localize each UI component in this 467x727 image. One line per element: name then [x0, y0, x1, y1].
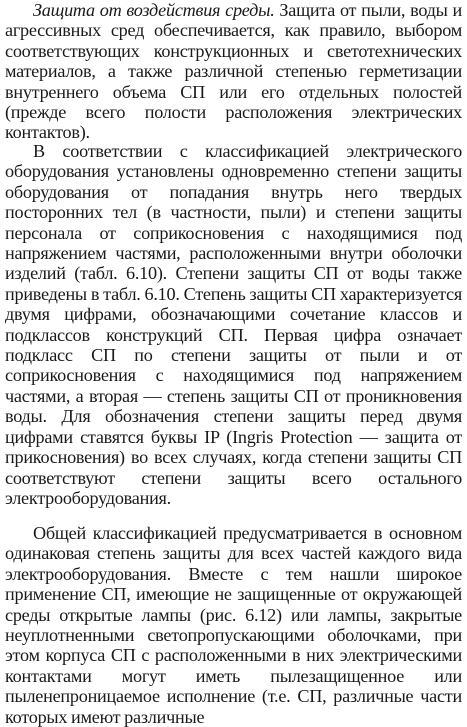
paragraph-environment-protection [5, 0, 462, 143]
paragraph-body-text: Защита от пыли, воды и агрессивных сред обеспечивается, как правило, выбором соответствующих конструкционных и светотехнических материалов, а также различной степенью герметизации внутреннего объема СП или его отдельных полостей (прежде всего полости расположения электрических контактов). [5, 0, 462, 143]
paragraph-lead-heading: Защита от воздействия среды. [33, 0, 275, 20]
paragraph-protection-classification: В соответствии с классификацией электрического оборудования установлены одновременно степени защиты оборудования от попадания внутрь него твердых посторонних тел (в частности, пыли) и степени защиты персонала от соприкосновения с находящимися под напряжением частями, расположенными внутри оболочки изделий (табл. 6.10). Степени защиты СП от воды также приведены в табл. 6.10. Степень защиты СП характеризуется двумя цифрами, обозначающими сочетание классов и подклассов конструкций СП. Первая цифра означает подкласс СП по степени защиты от пыли и от соприкосновения с находящимися под напряжением частями, а вторая — степень защиты СП от проникновения воды. Для обозначения степени защиты перед двумя цифрами ставятся буквы IP (Ingris Protection — защита от прикосновения) во всех случаях, когда степени защиты СП соответствуют степени защиты всего остального электрооборудования. [5, 141, 462, 508]
paragraph-general-classification: Общей классификацией предусматривается в основном одинаковая степень защиты для всех частей каждого вида электрооборудования. Вместе с тем нашли широкое применение СП, имеющие не защищенные от окружающей среды открытые лампы (рис. 6.12) или лампы, закрытые неуплотненными светопропускающими оболочками, при этом корпуса СП с расположенными в них электрическими контактами могут иметь пылезащищенное или пыленепроницаемое исполнение (т.е. СП, различные части которых имеют различные [5, 523, 462, 727]
